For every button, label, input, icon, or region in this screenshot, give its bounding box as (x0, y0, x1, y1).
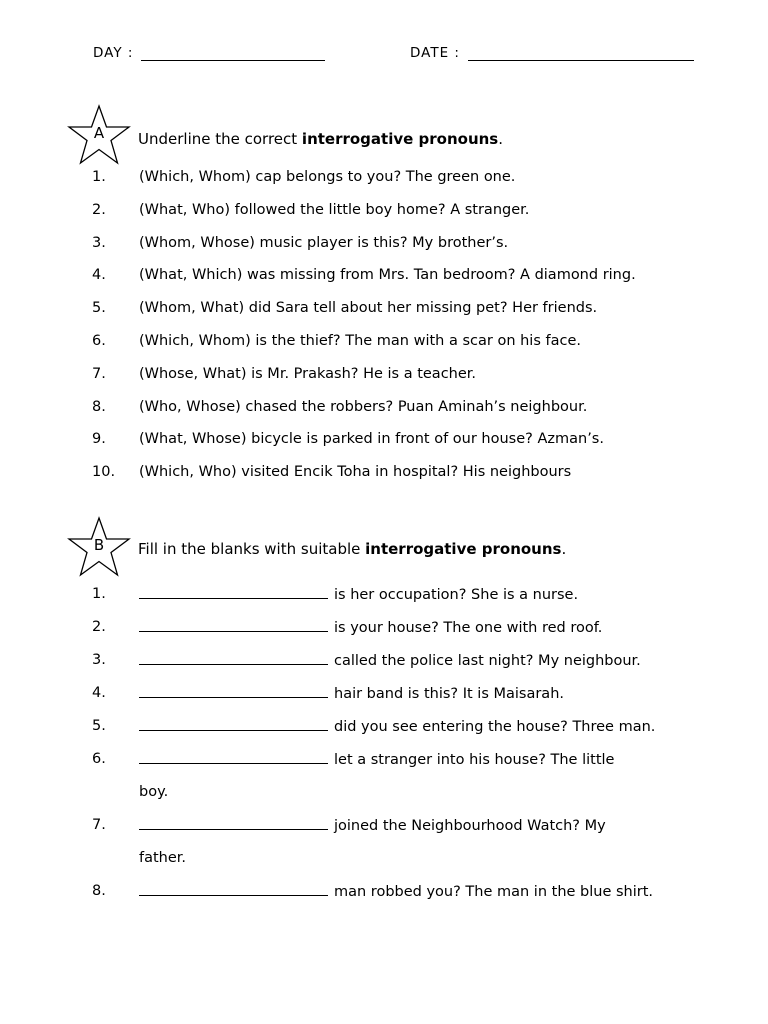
answer-blank[interactable] (139, 817, 328, 830)
answer-blank[interactable] (139, 619, 328, 632)
question-text[interactable]: (What, Who) followed the little boy home? A stranger. (139, 201, 530, 218)
section-a-keyword: interrogative pronouns (301, 130, 499, 148)
question-number: 6. (92, 333, 106, 349)
question-number: 9. (92, 431, 106, 448)
section-b-letter: B (93, 536, 105, 554)
question-row (0, 169, 768, 193)
question-body (139, 817, 606, 834)
answer-blank[interactable] (139, 718, 328, 731)
fill-blank-row (0, 817, 768, 841)
question-row (0, 202, 768, 226)
fill-blank-row (0, 586, 768, 610)
fill-blank-row (0, 751, 768, 775)
question-text[interactable]: (Which, Who) visited Encik Toha in hospital? His neighbours (139, 464, 572, 481)
question-continuation: father. (139, 850, 187, 866)
date-label: DATE : (410, 45, 460, 61)
question-text: is your house? The one with red roof. (334, 620, 603, 636)
section-a-star-icon (67, 104, 131, 166)
section-b-instruction: Fill in the blanks with suitable interrogative pronouns. (138, 540, 567, 558)
question-number: 1. (92, 586, 106, 602)
question-text: let a stranger into his house? The little (334, 752, 615, 768)
answer-blank[interactable] (139, 685, 328, 698)
question-text: joined the Neighbourhood Watch? My (334, 818, 606, 834)
question-row (0, 235, 768, 259)
question-text[interactable]: (Which, Whom) cap belongs to you? The green one. (139, 169, 516, 185)
question-row (0, 431, 768, 455)
answer-blank[interactable] (139, 586, 328, 599)
section-a-instruction: Underline the correct interrogative pronouns. (138, 130, 504, 148)
question-text: is her occupation? She is a nurse. (334, 587, 579, 603)
question-row (0, 399, 768, 423)
question-number: 2. (92, 619, 106, 635)
fill-blank-row (0, 883, 768, 907)
question-text[interactable]: (Whom, What) did Sara tell about her missing pet? Her friends. (139, 300, 598, 317)
question-number: 1. (92, 169, 106, 185)
question-text: man robbed you? The man in the blue shirt. (334, 884, 654, 900)
question-text[interactable]: (Whose, What) is Mr. Prakash? He is a teacher. (139, 365, 477, 382)
question-number: 10. (92, 464, 116, 481)
question-body (139, 586, 578, 603)
fill-blank-row (0, 718, 768, 742)
question-number: 3. (92, 234, 106, 251)
date-field (410, 44, 694, 61)
date-input-line[interactable] (468, 44, 694, 61)
question-number: 4. (92, 267, 106, 284)
question-text[interactable]: (Who, Whose) chased the robbers? Puan Aminah’s neighbour. (139, 398, 588, 415)
question-number: 2. (92, 201, 106, 218)
answer-blank[interactable] (139, 883, 328, 896)
question-text: hair band is this? It is Maisarah. (334, 686, 564, 702)
day-field (93, 44, 325, 61)
question-continuation: boy. (139, 784, 169, 800)
question-text[interactable]: (What, Which) was missing from Mrs. Tan bedroom? A diamond ring. (139, 267, 636, 284)
section-b-star-icon (67, 516, 131, 578)
question-row (0, 300, 768, 324)
fill-blank-row (0, 652, 768, 676)
question-row (0, 267, 768, 291)
question-number: 5. (92, 718, 106, 734)
question-text: called the police last night? My neighbour. (334, 653, 641, 669)
question-body (139, 652, 641, 669)
question-body (139, 883, 653, 900)
fill-blank-row (0, 619, 768, 643)
question-body (139, 619, 602, 636)
question-number: 4. (92, 685, 106, 701)
question-number: 8. (92, 883, 106, 899)
question-body (139, 685, 564, 702)
day-label: DAY : (93, 45, 134, 61)
section-b-keyword: interrogative pronouns (365, 540, 562, 558)
question-text: did you see entering the house? Three man. (334, 719, 656, 735)
question-row (0, 464, 768, 488)
answer-blank[interactable] (139, 751, 328, 764)
question-body (139, 751, 614, 768)
day-input-line[interactable] (141, 44, 325, 61)
question-number: 3. (92, 652, 106, 668)
section-a-letter: A (93, 124, 105, 142)
answer-blank[interactable] (139, 652, 328, 665)
fill-blank-row (0, 685, 768, 709)
question-row (0, 333, 768, 357)
question-number: 8. (92, 398, 106, 415)
question-body (139, 718, 655, 735)
question-row (0, 366, 768, 390)
question-text[interactable]: (Which, Whom) is the thief? The man with a scar on his face. (139, 333, 581, 349)
question-number: 7. (92, 365, 106, 382)
question-number: 5. (92, 300, 106, 317)
question-number: 7. (92, 817, 106, 833)
question-text[interactable]: (Whom, Whose) music player is this? My brother’s. (139, 234, 509, 251)
question-number: 6. (92, 751, 106, 767)
question-text[interactable]: (What, Whose) bicycle is parked in front of our house? Azman’s. (139, 431, 604, 448)
